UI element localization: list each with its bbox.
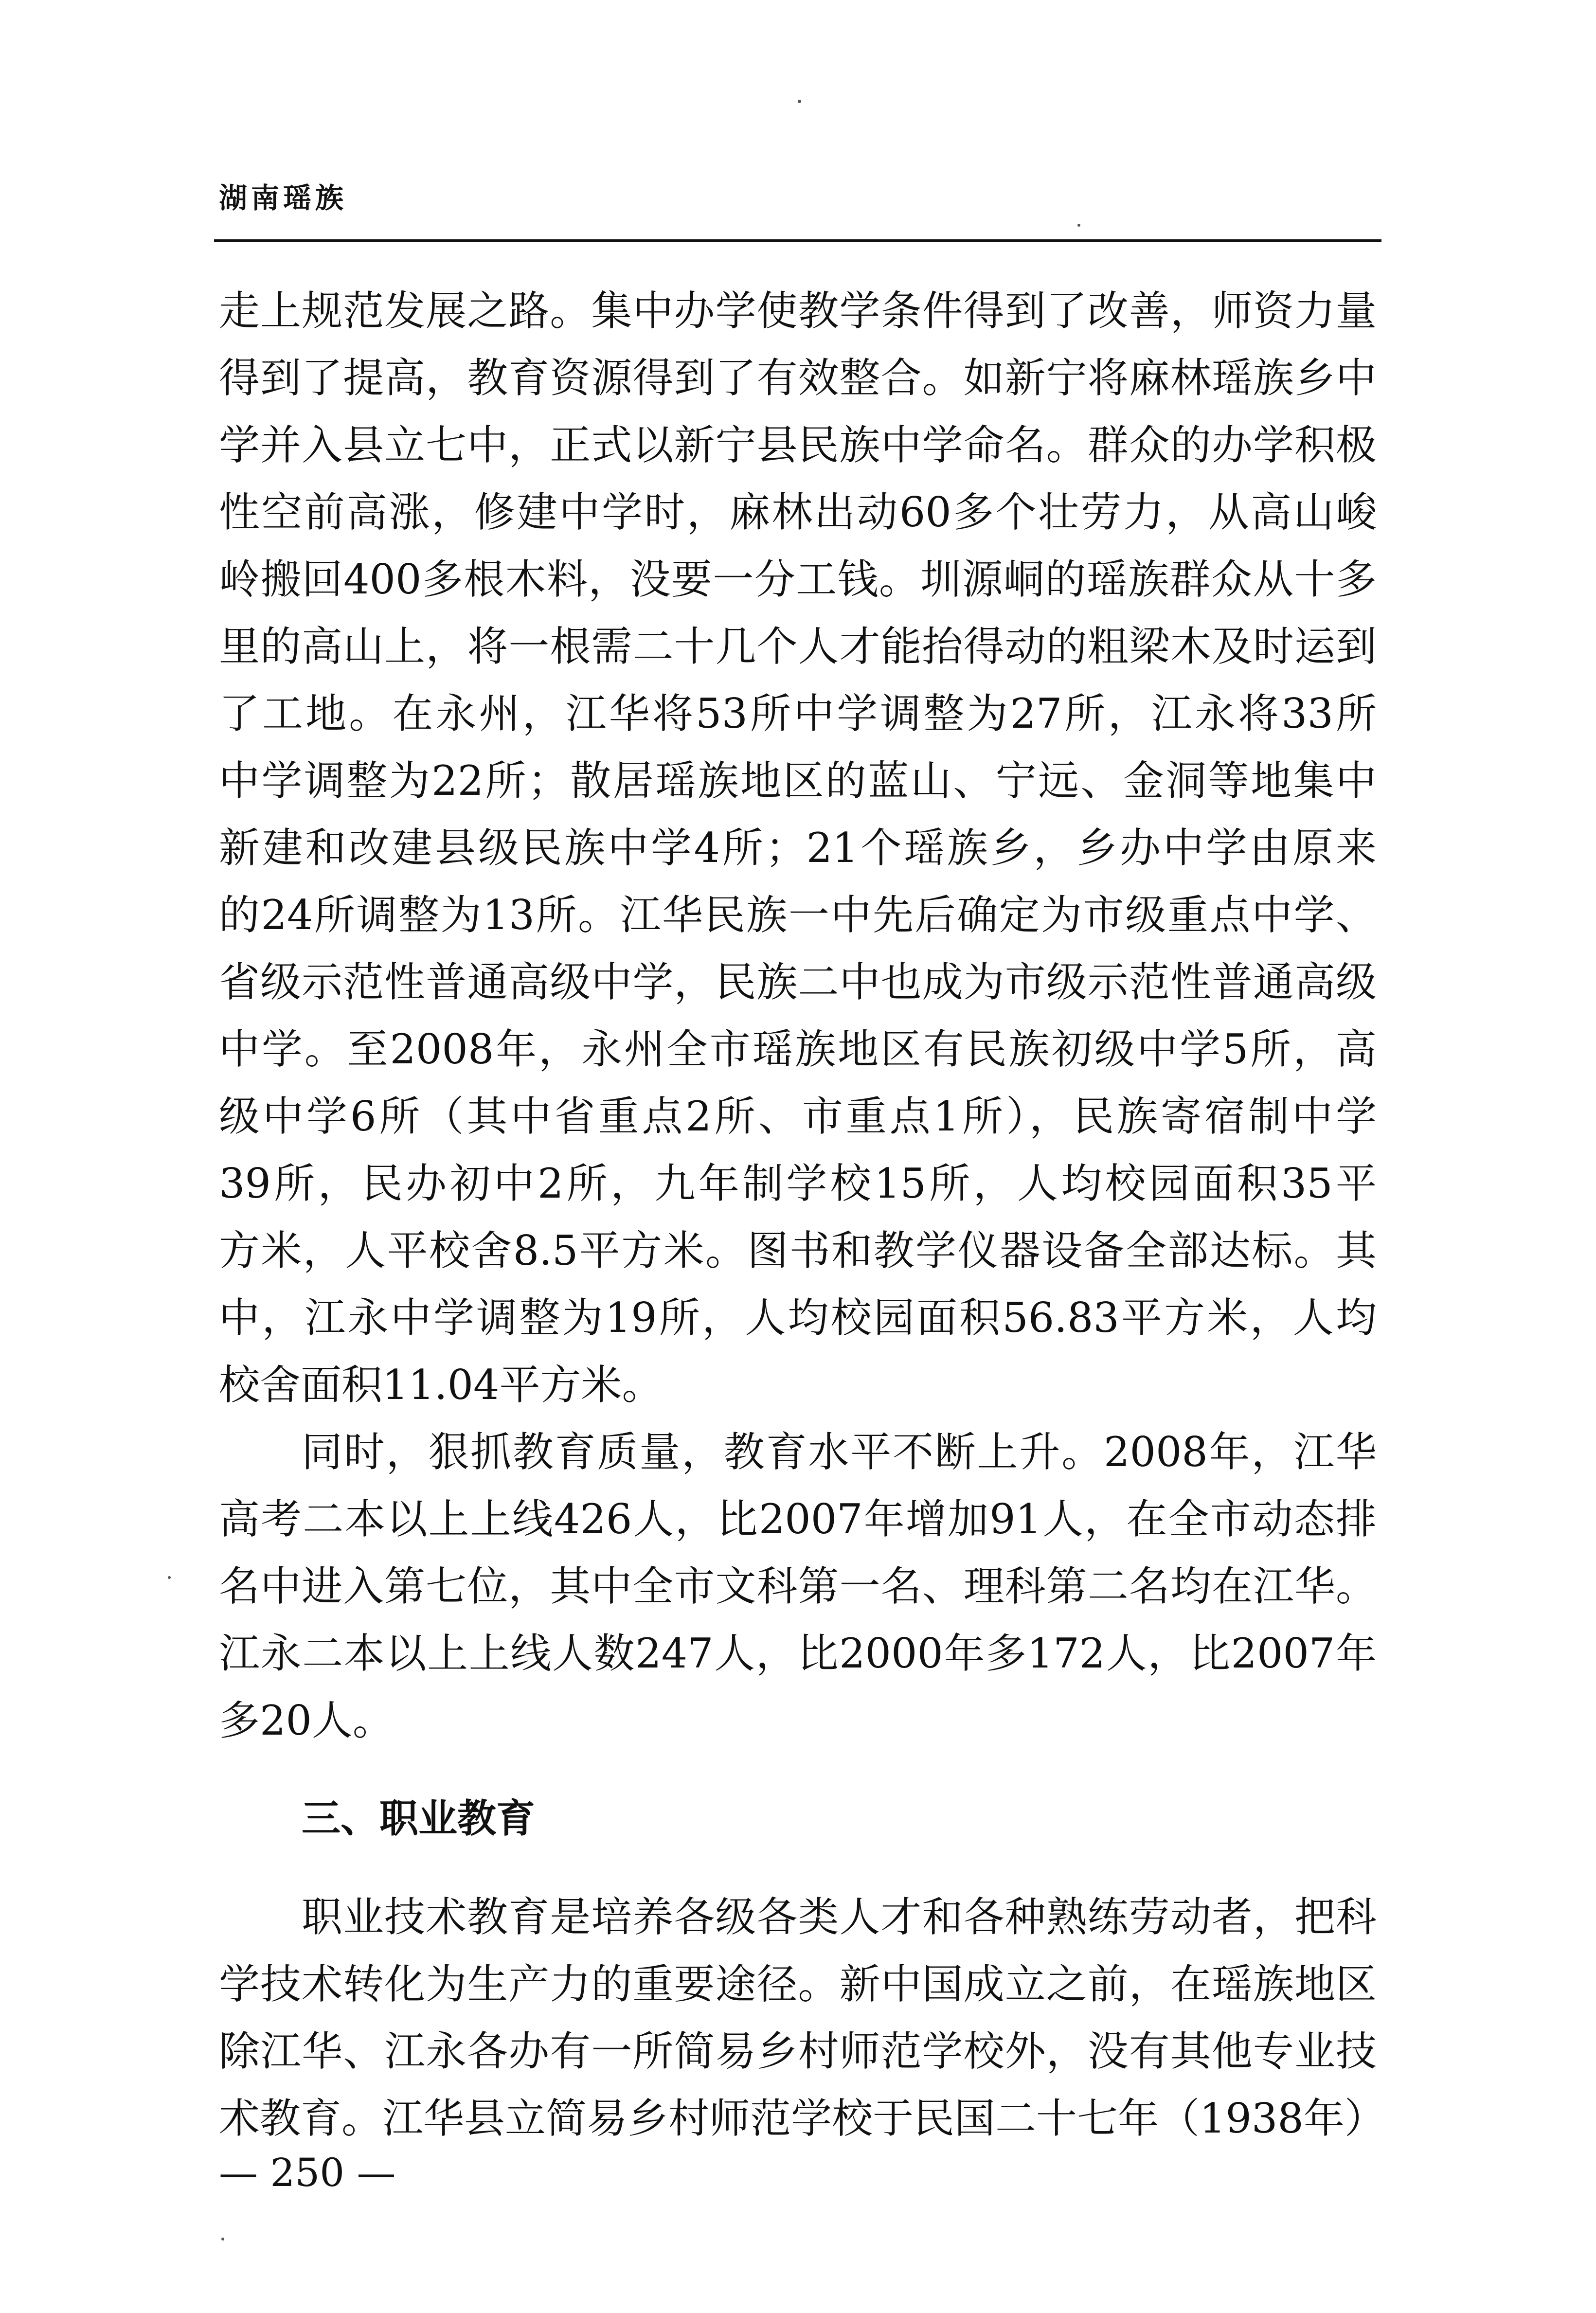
section-heading: 三、职业教育 (302, 1796, 535, 1841)
paragraph-2-line: 高考二本以上上线426人，比2007年增加91人，在全市动态排 (219, 1495, 1377, 1543)
scan-speck (798, 100, 801, 103)
paragraph-2-line: 江永二本以上上线人数247人，比2000年多172人，比2007年 (219, 1630, 1377, 1677)
paragraph-1-line: 中学调整为22所；散居瑶族地区的蓝山、宁远、金洞等地集中 (219, 757, 1377, 805)
paragraph-1-line: 学并入县立七中，正式以新宁县民族中学命名。群众的办学积极 (219, 421, 1377, 469)
paragraph-1-line: 新建和改建县级民族中学4所；21个瑶族乡，乡办中学由原来 (219, 824, 1377, 872)
paragraph-1-line: 的24所调整为13所。江华民族一中先后确定为市级重点中学、 (219, 891, 1377, 939)
body-text (219, 277, 1385, 2152)
section-gap (219, 1754, 1377, 1768)
scan-speck (1077, 224, 1080, 227)
paragraph-1-line: 了工地。在永州，江华将53所中学调整为27所，江永将33所 (219, 690, 1377, 737)
paragraph-1-line: 里的高山上，将一根需二十几个人才能抬得动的粗梁木及时运到 (219, 623, 1377, 670)
paragraph-3-line: 学技术转化为生产力的重要途径。新中国成立之前，在瑶族地区 (219, 1960, 1377, 2008)
scan-speck (221, 2238, 224, 2241)
paragraph-1-line: 中学。至2008年，永州全市瑶族地区有民族初级中学5所，高 (219, 1025, 1377, 1073)
paragraph-1-line: 得到了提高，教育资源得到了有效整合。如新宁将麻林瑶族乡中 (219, 354, 1377, 402)
paragraph-1-line: 方米，人平校舍8.5平方米。图书和教学仪器设备全部达标。其 (219, 1227, 1377, 1274)
paragraph-1-line: 省级示范性普通高级中学，民族二中也成为市级示范性普通高级 (219, 958, 1377, 1006)
section-gap (219, 1870, 1377, 1883)
header-rule (214, 239, 1381, 242)
paragraph-3-line: 术教育。江华县立简易乡村师范学校于民国二十七年（1938年） (219, 2095, 1385, 2142)
paragraph-3-line: 除江华、江永各办有一所简易乡村师范学校外，没有其他专业技 (219, 2027, 1377, 2075)
paragraph-1-line: 校舍面积11.04平方米。 (219, 1361, 663, 1409)
paragraph-1-line: 级中学6所（其中省重点2所、市重点1所），民族寄宿制中学 (219, 1093, 1377, 1140)
paragraph-1-line: 性空前高涨，修建中学时，麻林出动60多个壮劳力，从高山峻 (219, 488, 1377, 536)
paragraph-2-line: 名中进入第七位，其中全市文科第一名、理科第二名均在江华。 (219, 1562, 1377, 1610)
paragraph-2-line: 多20人。 (219, 1697, 394, 1744)
paragraph-2-line: 同时，狠抓教育质量，教育水平不断上升。2008年，江华 (302, 1428, 1377, 1476)
paragraph-1-line: 走上规范发展之路。集中办学使教学条件得到了改善，师资力量 (219, 287, 1377, 335)
paragraph-1-line: 中，江永中学调整为19所，人均校园面积56.83平方米，人均 (219, 1294, 1377, 1342)
paragraph-3-line: 职业技术教育是培养各级各类人才和各种熟练劳动者，把科 (302, 1893, 1377, 1941)
running-header: 湖南瑶族 (219, 181, 348, 215)
page-number: — 250 — (219, 2150, 396, 2195)
paragraph-1-line: 39所，民办初中2所，九年制学校15所，人均校园面积35平 (219, 1160, 1377, 1207)
paragraph-1-line: 岭搬回400多根木料，没要一分工钱。圳源峒的瑶族群众从十多 (219, 556, 1377, 603)
scan-speck (168, 1576, 171, 1579)
